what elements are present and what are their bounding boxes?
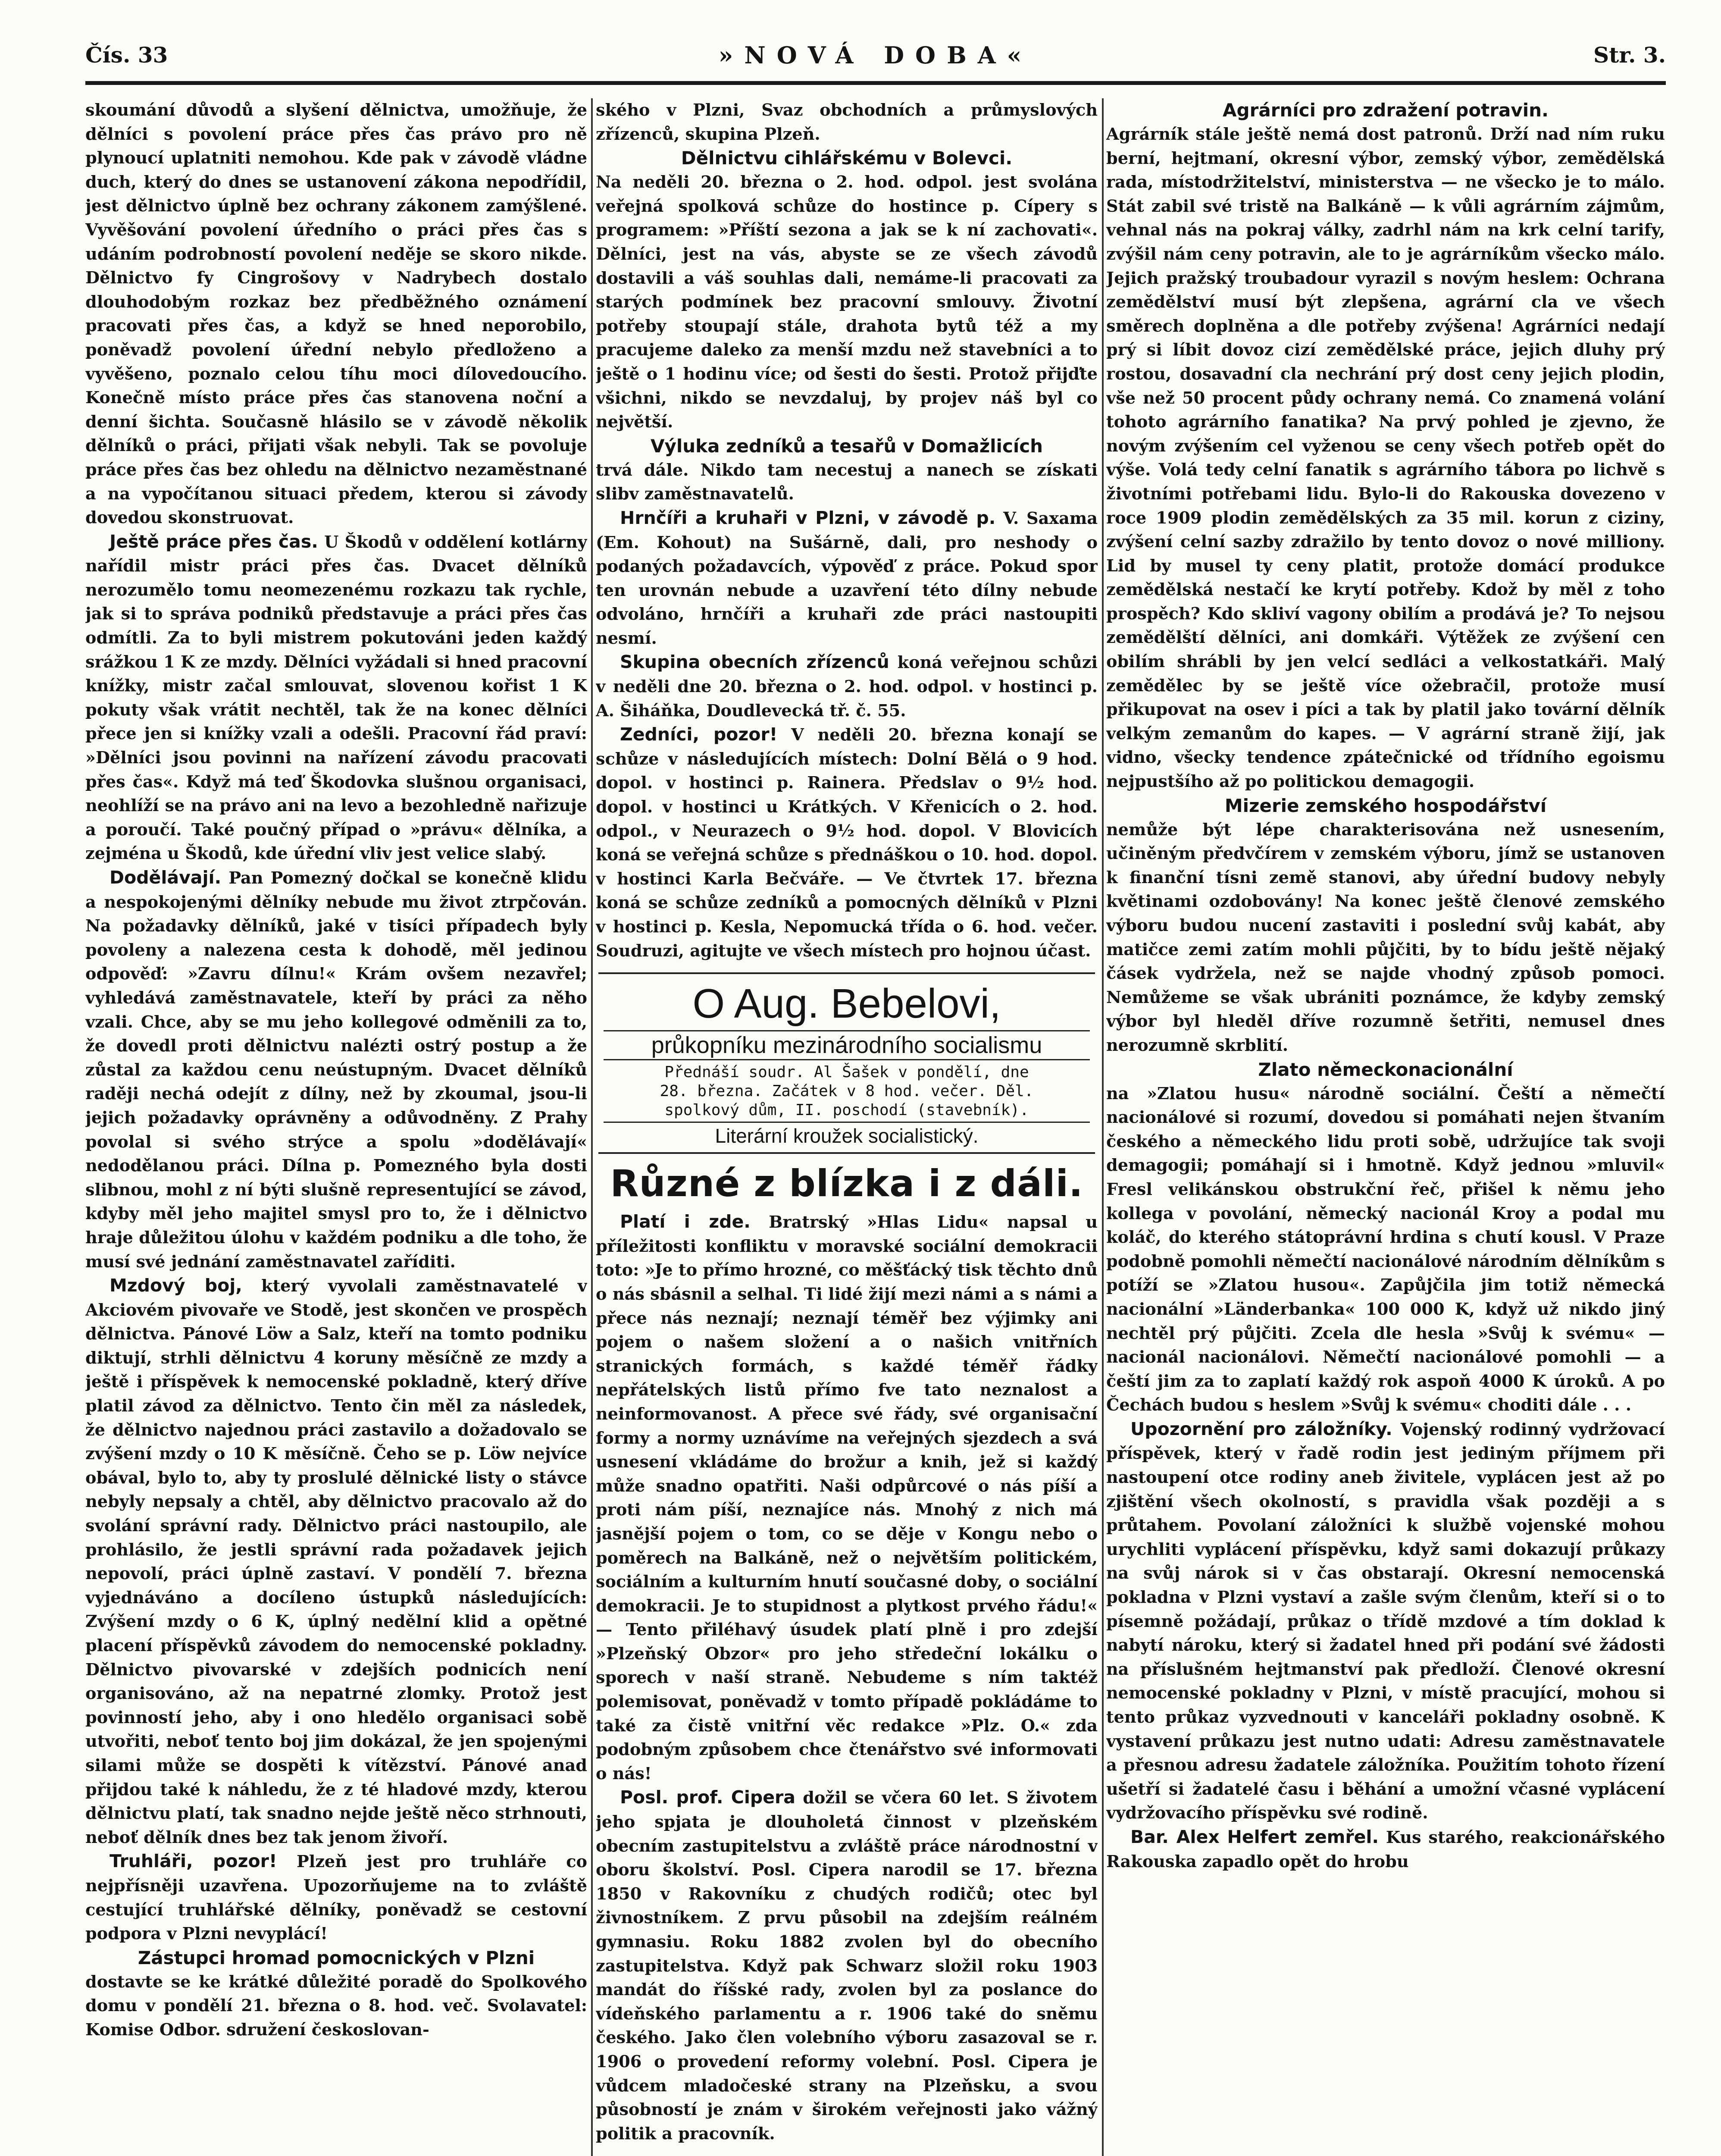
page-frame [85, 34, 1666, 2156]
ad-line4: 28. března. Začátek v 8 hod. večer. Děl. [660, 1082, 1034, 1100]
column-1 [85, 98, 587, 2156]
column-2 [596, 98, 1098, 2156]
ad-line1: O Aug. Bebelovi, [692, 981, 1001, 1027]
article-text: Agrárník stále ještě nemá dost patronů. Drží nad ním ruku berní, hejtmaní, okresní výbor, zemský výbor, zemědělská rada, místodržitelství, ministerstva — ne všecko je to málo. Stát zabil své tristě na Balkáně — k vůli agrárním zájmům, vehnal nás na pokraj války, zadrhl nám na krk celní tarify, zvýšil nám ceny potravin, ale to je agrárníkům všecko málo. Jejich pražský troubadour vyrazil s novým heslem: Ochrana zemědělství musí být zlepšena, agrární cla ve všech směrech doplněna a dle potřeby zvýšena! Agrárníci nedají prý si líbit dovoz cizí zemědělské práce, jejich dluhy prý rostou, dosavadní cla nechrání prý dost ceny jejich plodin, vše než 50 procent půdy ochrany nemá. Co znamená volání tohoto agrárního fanatika? Na prvý pohled je zjevno, že novým zvýšením cel vyženou se ceny všech potřeb opět do výše. Volá tedy celní fanatik s agrárního tábora po lichvě s životními potřebami lidu. Bylo-li do Rakouska dovezeno v roce 1909 plodin zemědělských za 35 mil. korun z ciziny, zvýšení celní sazby zdražilo by tento dovoz o nové milliony. Lid by musel ty ceny platit, protože domácí produkce zemědělská nestačí ke krytí potřeby. Kdož by měl z toho prospěch? Kdo skliví vagony obilím a prodává je? To nejsou zemědělští dělníci, ani domkáři. Výtěžek ze zvýšení cen obilím shrábli by jen velcí sedláci a velkostatkáři. Malý zemědělec by se ještě více ožebračil, protože musí přikupovat na osev i píci a tak by platil jako tovární dělník velkým zemanům do kapes. — V agrární straně žijí, jak vidno, všecky tendence zpátečnické od třídního egoismu nejpustšího až po politickou demagogii. [1106, 125, 1665, 792]
article-paragraph [1106, 122, 1665, 794]
article-text: nemůže být lépe charakterisována než usnesením, učiněným předvčírem v zemském výboru, jímž se ustanoven k finanční tísni země stanovi, aby úřední budovy nebyly květinami ozdobovány! Na konec ještě členové zemského výboru budou nucení zastaviti i poslední svůj kabát, aby matičce zemi zatím mohli půjčiti, by to bídu ještě nějaký čásek vydržela, než se najde vhodný způsob pomoci. Nemůžeme se však ubrániti poznámce, že kdyby zemský výbor byl hleděl dříve rozumně šetřiti, nemusel dnes nerozumně skrblití. [1106, 820, 1665, 1055]
article-text: V. Saxama (Em. Kohout) na Sušárně, dali, pro neshody o podaných požadavcích, výpověď z práce. Pokud spor ten urovnán nebude a uzavření této dílny nebude odvoláno, hrnčíři a kruhaři zde práci nastoupiti nesmí. [596, 508, 1098, 648]
article-text: skoumání důvodů a slyšení dělnictva, umožňuje, že dělníci s povolení práce přes čas právo pro ně plynoucí uplatniti nemohou. Kde pak v závodě vládne duch, který do dnes se ustanovení zákona nepodřídil, jest dělnictvo úplně bez ochrany zákonem zamýšlené. Vyvěšování povolení úředního o práci přes čas s udáním podrobností povolení neděje se skoro nikde. Dělnictvo fy Cingrošovy v Nadrybech dostalo dlouhodobým rozkaz bez předběžného oznámení pracovati přes čas, a když se hned neporobilo, poněvadž povolení úřední nebylo předloženo a vyvěšeno, poznalo celou tíhu moci dílovedoucího. Konečně místo práce přes čas stanovena noční a denní šichta. Současně hlásilo se v závodě několik dělníků o práci, přijati však nebyli. Tak se povoluje práce přes čas bez ohledu na dělnictvo nezaměstnané a na vypočítanou situaci předem, kterou si závody dovedou skonstruovat. [85, 100, 587, 528]
article-paragraph [1106, 1417, 1665, 1825]
column-3 [1106, 98, 1665, 2156]
article-paragraph [85, 1274, 587, 1849]
article-text: Na neděli 20. března o 2. hod. odpol. jest svolána veřejná spolková schůze do hostince p. Cípery s programem: »Příští sezona a jak se k ní zachovati«. Dělníci, jest na vás, abyste se ze všech závodů dostavili a váš souhlas dali, nemáme-li pracovati za starých podmínek bez pracovní smlouvy. Životní potřeby stoupají stále, drahota bytů též a my pracujeme daleko za menší mzdu než stavebníci a to ještě o 1 hodinu více; od šesti do šesti. Protož přijďte všichni, nikdo se nevzdaluj, by projev náš byl co největší. [596, 172, 1098, 432]
article-text: koná veřejnou schůzi v neděli dne 20. března o 2. hod. odpol. v hostinci p. A. Šiháňka, Doudlevecká tř. č. 55. [596, 653, 1098, 721]
article-paragraph [85, 866, 587, 1274]
article-paragraph [85, 530, 587, 866]
article-headline: Bar. Alex Helfert zemřel. [1130, 1826, 1379, 1847]
columns [85, 98, 1666, 2156]
article-paragraph [1106, 1825, 1665, 1874]
ad-line6: Literární kroužek socialistický. [604, 1122, 1090, 1149]
article-headline: Ještě práce přes čas. [110, 531, 318, 552]
article-headline: Mzdový boj, [110, 1275, 242, 1296]
article-headline: Platí i zde. [620, 1211, 751, 1232]
article-paragraph [596, 170, 1098, 434]
article-paragraph [85, 1849, 587, 1946]
section-title: Různé z blízka i z dáli. [610, 1162, 1083, 1206]
article-paragraph [596, 1210, 1098, 1786]
article-text: Bratrský »Hlas Lidu« napsal u příležitosti konfliktu v moravské sociální demokracii toto: »Je to přímo hrozné, co měšťácký tisk těchto dnů o nás sbásnil a selhal. Ti lidé žijí mezi námi a s námi a přece nás neznají; neznají téměř bez výjimky ani pojem o našem složení a o našich vnitřních stranických formách, s každé téměř řádky nepřátelských listů přímo fve tato neznalost a neinformovanost. A přece své řády, své organisační formy a normy uznávíme na veřejných sjezdech a svá usnesení vkládáme do brožur a knih, jež si každý může snadno opatřiti. Naši odpůrcové o nás píší a proti nám píší, neznajíce nás. Mnohý z nich má jasnější pojem o tom, co se děje v Kongu nebo o poměrech na Balkáně, než o největším politickém, sociálním a kulturním hnutí současné doby, o sociální demokracii. Je to stupidnost a plytkost prvého řádu!« — Tento přiléhavý úsudek platí plně i pro zdejší »Plzeňský Obzor« pro jeho středeční lokálku o sporech v naší straně. Nebudeme s ním taktéž polemisovat, poněvadž v tomto případě pokládáme to také za čistě vnitřní věc redakce »Plz. O.« zda podobným způsobem chce čtenářstvo své informovati o nás! [596, 1213, 1098, 1783]
article-paragraph [596, 506, 1098, 651]
article-paragraph [1106, 818, 1665, 1058]
article-text: Kus starého, reakcionářského Rakouska zapadlo opět do hrobu [1106, 1827, 1665, 1871]
ad-line2: průkopníku mezinárodního socialismu [604, 1030, 1090, 1060]
article-headline: Zlato německonacionální [1258, 1059, 1513, 1080]
article-text: Vojenský rodinný vydržovací příspěvek, který v řadě rodin jest jediným příjmem při nastoupení otce rodiny aneb živitele, vyplácen jest až po zjištění všech okolností, s pravidla však později a s průtahem. Povolaní záložníci k službě vojenské mohou urychliti vyplácení příspěvku, když sami dokazují průkazy na svůj nárok si v čas obstarají. Okresní nemocenská pokladna v Plzni vystaví a zašle svým členům, kteří si o to písemně požádají, průkaz o třídě mzdové a tím doklad k nabytí nároku, který si žadatel hned při podání své žádosti na příslušném hejtmanství pak předloží. Členové okresní nemocenské pokladny v Plzni, v místě pracující, mohou si tento průkaz vyzvednouti v kanceláři pokladny osobně. K vystavení průkazu jest nutno udati: Adresu zaměstnavatele a přesnou adresu žadatele záložníka. Použitím tohoto řízení ušetří si žadatelé času i běhání a umožní včasné vyplácení vydržovacího příspěvku své rodině. [1106, 1420, 1665, 1823]
article-headline: Zedníci, pozor! [620, 724, 778, 745]
article-paragraph [596, 650, 1098, 723]
issue-number: Čís. 33 [85, 42, 168, 68]
header-rule [85, 81, 1666, 85]
article-paragraph [1106, 1082, 1665, 1417]
ad-line3: Přednáší soudr. Al Šašek v pondělí, dne [664, 1063, 1029, 1081]
column-divider [591, 98, 593, 2156]
article-headline: Mizerie zemského hospodářství [1224, 795, 1547, 816]
ad-line5: spolkový dům, II. poschodí (stavebník). [664, 1101, 1029, 1119]
page-number: Str. 3. [1593, 42, 1666, 68]
article-headline: Dodělávají. [110, 867, 222, 888]
column-divider [1102, 98, 1104, 2156]
article-headline: Skupina obecních zřízenců [620, 652, 889, 673]
article-headline: Agrárníci pro zdražení potravin. [1223, 100, 1549, 121]
article-headline: Posl. prof. Cipera [620, 1787, 795, 1808]
article-text: na »Zlatou husu« národně sociální. Čeští a němečtí nacionálové si rozumí, dovedou si pomáhati nejen štvaním českého a německého lidu proti sobě, udržujíce tak svoji demagogii; pomáhají si i hmotně. Když jednou »mluvil« Fresl velikánskou obstrukční řeč, přišel k němu jeho kollega v povolání, německý nacionál Kroy a podal mu koláč, do kterého státoprávní hrdina s chutí kousl. V Praze podobně pomohli němečtí nacionálové národním dělníkům s potíží se »Zlatou husou«. Zapůjčila jim totiž německá nacionální »Länderbanka« 100 000 K, když už nikdo jiný nechtěl prý půjčiti. Zcela dle hesla »Svůj k svému« — nacionál nacionálovi. Němečtí nacionálové pomohli — a čeští jim za to zaplatí každý rok aspoň 4000 K úroků. A po Čechách budou s heslem »Svůj k svému« choditi dále . . . [1106, 1084, 1665, 1415]
article-text: dožil se včera 60 let. S životem jeho spjata je dlouholetá činnost v plzeňském obecním zastupitelstvu a zvláště práce národnostní v oboru školství. Posl. Cipera narodil se 17. března 1850 v Rakovníku z chudých rodičů; otec byl živnostníkem. Z prvu působil na zdejším reálném gymnasiu. Roku 1882 zvolen byl do obecního zastupitelstva. Když pak Schwarz složil roku 1903 mandát do říšské rady, zvolen byl za poslance do vídeňského parlamentu a r. 1906 také do sněmu českého. Jako člen volebního výboru zasazoval se r. 1906 o provedení reformy volební. Posl. Cipera je vůdcem mladočeské strany na Plzeňsku, a svou působností je znám v širokém veřejnosti jako vážný politik a pracovník. [596, 1788, 1098, 2143]
article-headline: Upozornění pro záložníky. [1130, 1418, 1392, 1439]
article-headline: Truhláři, pozor! [110, 1851, 277, 1872]
article-paragraph [85, 98, 587, 530]
article-text: dostavte se ke krátké důležité poradě do Spolkového domu v pondělí 21. března o 8. hod. več. Svolavatel: Komise Odbor. sdružení českoslovan- [85, 1972, 587, 2040]
masthead-title: »NOVÁ DOBA« [718, 41, 1033, 69]
article-paragraph [596, 458, 1098, 506]
article-text: Pan Pomezný dočkal se konečně klidu a nespokojenými dělníky nebude mu život ztrpčován. Na požadavky dělníků, jaké v tisíci případech byly povoleny a nalezena cesta k dohodě, měl jedinou odpověď: »Zavru dílnu!« Krám ovšem nezavřel; vyhledává zaměstnavatele, kteří by práci za něho vzali. Chce, aby se mu jeho kollegové odměnili za to, že dovedl proti dělnictvu nalézti ostrý postup a že zůstal za každou cenu neústupným. Dvacet dělníků raději nechá odejít z dílny, než by zkoumal, jsou-li jejich požadavky oprávněny a odůvodněny. Z Prahy povolal si svého strýce a spolu »dodělávají« nedodělanou práci. Dílna p. Pomezného byla dosti slibnou, mohl z ní býti slušně representující se závod, kdyby měl jeho majitel smysl pro to, že i dělnictvo hraje důležitou úlohu v každém podniku a dle toho, že musí své jednání zaměstnavatel zaříditi. [85, 868, 587, 1272]
lecture-advertisement [598, 972, 1095, 1154]
article-headline: Zástupci hromad pomocnických v Plzni [138, 1947, 535, 1968]
article-paragraph [596, 98, 1098, 146]
article-headline: Výluka zedníků a tesařů v Domažlicích [650, 435, 1043, 457]
article-headline: Dělnictvu cihlářskému v Bolevci. [681, 147, 1013, 169]
article-text: U Škodů v oddělení kotlárny nařídil mistr práci přes čas. Dvacet dělníků nerozumělo tomu neomezenému rozkazu tak rychle, jak si to správa podniků představuje a práci přes čas odmítli. Za to byli mistrem pokutováni jeden každý srážkou 1 K ze mzdy. Dělníci vyžádali si hned pracovní knížky, mistr začal smlouvat, slovenou kořist 1 K pokuty však vrátit nechtěl, tak že na konec dělníci přece jen si knížky vzali a odešli. Pracovní řád praví: »Dělníci jsou povinni na nařízení závodu pracovati přes čas«. Když má teď Škodovka slušnou organisaci, neohlíží se na právo ani na levo a bezohledně nařizuje a poroučí. Také poučný případ o »právu« dělníka, a zejména u Škodů, kde úřední vliv jest velice slabý. [85, 532, 587, 864]
article-text: Plzeň jest pro truhláře co nejpřísněji uzavřena. Upozorňujeme na to zvláště cestující truhlářské dělníky, poněvadž se cestovní podpora v Plzni nevyplácí! [85, 1852, 587, 1944]
article-text: V neděli 20. března konají se schůze v následujících místech: Dolní Bělá o 9 hod. dopol. v hostinci p. Rainera. Předslav o 9½ hod. dopol. v hostinci u Krátkých. V Křenicích o 2. hod. odpol., v Neurazech o 9½ hod. dopol. V Blovicích koná se veřejná schůze s přednáškou o 10. hod. dopol. v hostinci Karla Bečváře. — Ve čtvrtek 17. března koná se schůze zedníků a pomocných dělníků v Plzni v hostinci p. Kesla, Nepomucká třída o 6. hod. večer. Soudruzi, agitujte ve všech místech pro hojnou účast. [596, 725, 1098, 961]
article-text: který vyvolali zaměstnavatelé v Akciovém pivovaře ve Stodě, jest skončen ve prospěch dělnictva. Pánové Löw a Salz, kteří na tomto podniku diktují, strhli dělnictvu 4 koruny měsíčně ze mzdy a ještě i příspěvek k nemocenské pokladně, který dříve platil závod za dělnictvo. Tento čin měl za následek, že dělnictvo najednou práci zastavilo a dožadovalo se zvýšení mzdy o 10 K měsíčně. Čeho se p. Löw nejvíce obával, bylo to, aby ty proslulé dělnické listy o stávce nebyly nepsaly a chtěl, aby dělnictvo pracovalo až do svolání správní rady. Dělnictvo práci nastoupilo, ale prohlásilo, že jestli správní rada požadavek jejich nepovolí, práci úplně zastaví. V pondělí 7. března vyjednáváno a docíleno ústupků následujících: Zvýšení mzdy o 6 K, úplný nedělní klid a opětné placení příspěvků závodem do nemocenské pokladny. Dělnictvo pivovarské v zdejších podnicích není organisováno, až na nepatrné zlomky. Protož jest povinností jeho, aby i ono hledělo organisaci sobě utvořiti, neboť tento boj jim dokázal, že jen spojenými silami může se dospěti k vítězství. Pánové anad přijdou také k náhledu, že z té hladové mzdy, kterou dělnictvu platí, tak snadno nejde ještě něco strhnouti, neboť dělník dnes bez tak jenom živoří. [85, 1276, 587, 1847]
article-text: ského v Plzni, Svaz obchodních a průmyslových zřízenců, skupina Plzeň. [596, 100, 1098, 144]
article-text: trvá dále. Nikdo tam necestuj a nanech se získati slibv zaměstnavatelů. [596, 460, 1098, 504]
article-headline: Hrnčíři a kruhaři v Plzni, v závodě p. [620, 507, 996, 528]
article-paragraph [596, 1786, 1098, 2146]
article-paragraph [85, 1970, 587, 2042]
article-paragraph [596, 723, 1098, 963]
